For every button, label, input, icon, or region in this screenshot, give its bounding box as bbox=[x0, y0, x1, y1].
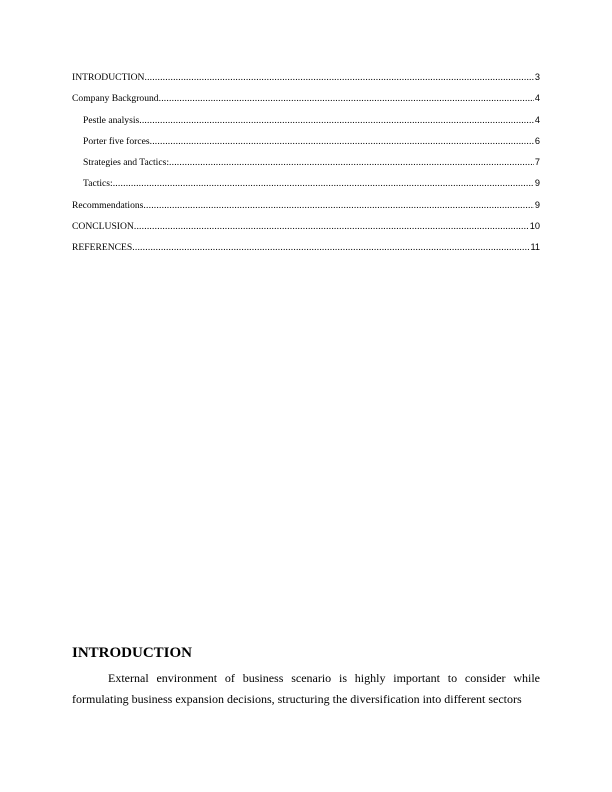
toc-page-number: 9 bbox=[534, 178, 540, 189]
toc-entry-label: REFERENCES bbox=[72, 242, 133, 254]
body-paragraph: External environment of business scenario is highly important to consider while formulating business expansion decisions, structuring the diversification into different sectors bbox=[72, 671, 540, 706]
toc-dot-leader bbox=[134, 220, 529, 234]
toc-entry-porter-five-forces[interactable] bbox=[72, 134, 540, 155]
toc-entry-label: Porter five forces bbox=[83, 135, 150, 147]
toc-entry-label: CONCLUSION bbox=[72, 221, 134, 233]
toc-page-number: 10 bbox=[529, 221, 540, 232]
toc-page-number: 3 bbox=[534, 72, 540, 82]
toc-dot-leader bbox=[132, 241, 529, 255]
toc-entry-pestle-analysis[interactable] bbox=[72, 113, 540, 134]
section-heading: INTRODUCTION bbox=[72, 645, 193, 661]
toc-entry-label: Recommendations bbox=[72, 199, 144, 211]
table-of-contents bbox=[72, 70, 540, 262]
toc-entry-tactics[interactable] bbox=[72, 176, 540, 197]
toc-entry-label: Pestle analysis bbox=[83, 114, 140, 126]
toc-page-number: 4 bbox=[534, 114, 540, 125]
toc-entry-company-background[interactable] bbox=[72, 91, 540, 112]
toc-dot-leader bbox=[169, 156, 534, 170]
toc-entry-label: Company Background bbox=[72, 93, 159, 105]
toc-entry-recommendations[interactable] bbox=[72, 198, 540, 219]
toc-page-number: 4 bbox=[534, 93, 540, 104]
toc-dot-leader bbox=[139, 114, 534, 128]
toc-page-number: 9 bbox=[534, 199, 540, 210]
toc-dot-leader bbox=[159, 92, 534, 106]
toc-page-number: 6 bbox=[534, 135, 540, 146]
toc-dot-leader bbox=[144, 71, 533, 85]
toc-page-number: 7 bbox=[534, 157, 540, 168]
toc-entry-introduction[interactable] bbox=[72, 70, 540, 91]
toc-entry-conclusion[interactable] bbox=[72, 219, 540, 240]
toc-entry-label: INTRODUCTION bbox=[72, 72, 145, 83]
toc-entry-label: Strategies and Tactics: bbox=[83, 157, 170, 169]
toc-entry-strategies-and-tactics[interactable] bbox=[72, 155, 540, 176]
toc-dot-leader bbox=[150, 135, 534, 149]
toc-entry-label: Tactics: bbox=[83, 178, 113, 190]
toc-page-number: 11 bbox=[530, 242, 540, 253]
toc-dot-leader bbox=[113, 177, 534, 191]
toc-entry-references[interactable] bbox=[72, 240, 540, 261]
toc-dot-leader bbox=[143, 199, 533, 213]
